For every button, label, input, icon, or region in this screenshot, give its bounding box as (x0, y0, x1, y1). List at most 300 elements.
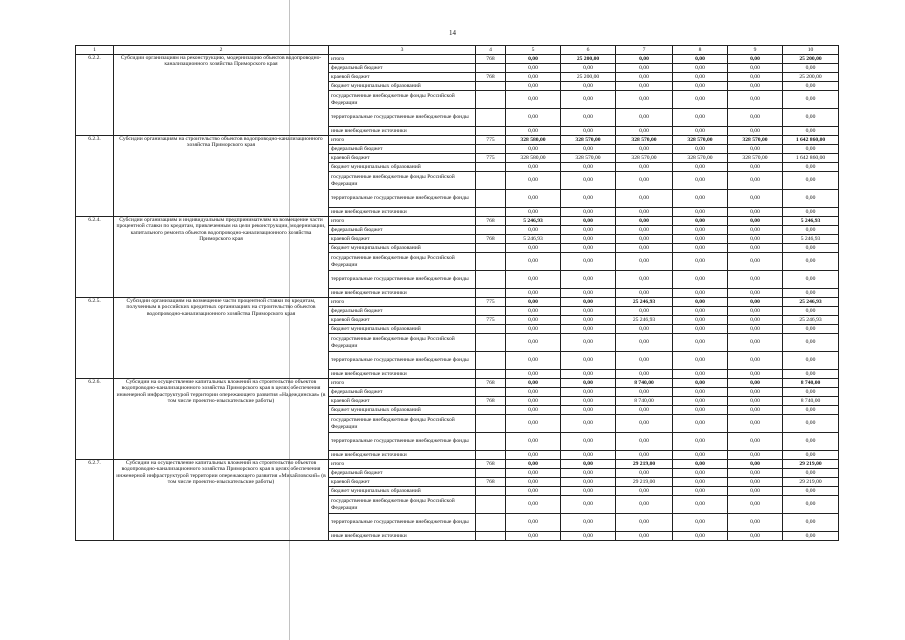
amount-cell: 0,00 (616, 163, 673, 172)
item-code: 6.2.7. (76, 460, 114, 541)
amount-cell: 0,00 (506, 253, 561, 271)
funding-source: краевой бюджет (329, 316, 476, 325)
amount-cell: 328 570,00 (728, 136, 783, 145)
amount-cell: 0,00 (616, 91, 673, 109)
grbs-code (476, 163, 506, 172)
amount-cell: 0,00 (673, 433, 728, 451)
amount-cell: 0,00 (616, 433, 673, 451)
funding-source: государственные внебюджетные фонды Российской Федерации (329, 253, 476, 271)
amount-cell: 0,00 (728, 64, 783, 73)
grbs-code (476, 289, 506, 298)
grbs-code: 768 (476, 217, 506, 226)
amount-cell: 0,00 (783, 469, 839, 478)
amount-cell: 0,00 (783, 370, 839, 379)
funding-source: государственные внебюджетные фонды Российской Федерации (329, 172, 476, 190)
amount-cell: 0,00 (673, 478, 728, 487)
header-cell: 8 (673, 46, 728, 55)
amount-cell: 29 219,00 (783, 478, 839, 487)
header-cell: 2 (114, 46, 329, 55)
amount-cell: 0,00 (506, 163, 561, 172)
grbs-code: 768 (476, 379, 506, 388)
grbs-code (476, 334, 506, 352)
amount-cell: 0,00 (561, 388, 616, 397)
grbs-code (476, 226, 506, 235)
grbs-code (476, 172, 506, 190)
amount-cell: 0,00 (616, 55, 673, 64)
amount-cell: 25 246,93 (616, 316, 673, 325)
amount-cell: 0,00 (783, 352, 839, 370)
funding-source: бюджет муниципальных образований (329, 82, 476, 91)
amount-cell: 0,00 (728, 397, 783, 406)
amount-cell: 0,00 (673, 370, 728, 379)
amount-cell: 0,00 (673, 298, 728, 307)
funding-source: федеральный бюджет (329, 307, 476, 316)
grbs-code (476, 325, 506, 334)
amount-cell: 0,00 (728, 217, 783, 226)
amount-cell: 25 200,00 (783, 55, 839, 64)
amount-cell: 0,00 (673, 82, 728, 91)
page-number: 14 (449, 29, 456, 37)
amount-cell: 8 740,00 (616, 379, 673, 388)
amount-cell: 0,00 (728, 415, 783, 433)
amount-cell: 0,00 (506, 487, 561, 496)
amount-cell: 0,00 (616, 253, 673, 271)
grbs-code (476, 109, 506, 127)
amount-cell: 25 200,00 (561, 55, 616, 64)
amount-cell: 0,00 (783, 487, 839, 496)
amount-cell: 328 570,00 (728, 154, 783, 163)
amount-cell: 0,00 (506, 127, 561, 136)
amount-cell: 0,00 (616, 109, 673, 127)
amount-cell: 0,00 (561, 145, 616, 154)
grbs-code: 768 (476, 235, 506, 244)
amount-cell: 0,00 (673, 415, 728, 433)
amount-cell: 0,00 (783, 451, 839, 460)
amount-cell: 0,00 (783, 64, 839, 73)
amount-cell: 0,00 (506, 451, 561, 460)
amount-cell: 0,00 (783, 226, 839, 235)
amount-cell: 0,00 (673, 190, 728, 208)
item-name: Субсидии на осуществление капитальных вложений на строительство объектов водопроводно-канализационного хозяйства Приморского края в целях обеспечения инженерной инфраструктурой территории опережающего развития «Надеждинская» (в том числе проектно-изыскательские работы) (114, 379, 329, 460)
amount-cell: 0,00 (673, 64, 728, 73)
amount-cell: 0,00 (673, 514, 728, 532)
amount-cell: 328 570,00 (673, 154, 728, 163)
header-cell: 9 (728, 46, 783, 55)
grbs-code: 775 (476, 316, 506, 325)
amount-cell: 0,00 (673, 109, 728, 127)
amount-cell: 0,00 (506, 64, 561, 73)
amount-cell: 0,00 (506, 496, 561, 514)
amount-cell: 0,00 (616, 487, 673, 496)
amount-cell: 0,00 (506, 478, 561, 487)
grbs-code: 768 (476, 478, 506, 487)
funding-source: федеральный бюджет (329, 388, 476, 397)
amount-cell: 0,00 (506, 370, 561, 379)
amount-cell: 0,00 (728, 532, 783, 541)
funding-source: иные внебюджетные источники (329, 208, 476, 217)
amount-cell: 0,00 (506, 73, 561, 82)
amount-cell: 0,00 (561, 217, 616, 226)
amount-cell: 0,00 (616, 532, 673, 541)
header-cell: 10 (783, 46, 839, 55)
item-name: Субсидии на осуществление капитальных вложений на строительство объектов водопроводно-канализационного хозяйства Приморского края в целях обеспечения инженерной инфраструктурой территории опережающего развития «Михайловский» (в том числе проектно-изыскательские работы) (114, 460, 329, 541)
amount-cell: 0,00 (506, 415, 561, 433)
amount-cell: 0,00 (561, 532, 616, 541)
grbs-code: 768 (476, 73, 506, 82)
amount-cell: 0,00 (616, 415, 673, 433)
amount-cell: 0,00 (673, 325, 728, 334)
grbs-code: 768 (476, 460, 506, 469)
amount-cell: 0,00 (561, 109, 616, 127)
amount-cell: 0,00 (616, 451, 673, 460)
amount-cell: 0,00 (673, 388, 728, 397)
amount-cell: 0,00 (673, 235, 728, 244)
amount-cell: 29 219,00 (783, 460, 839, 469)
amount-cell: 0,00 (783, 208, 839, 217)
grbs-code (476, 145, 506, 154)
funding-source: итого (329, 136, 476, 145)
amount-cell: 0,00 (561, 469, 616, 478)
amount-cell: 0,00 (783, 415, 839, 433)
amount-cell: 0,00 (783, 406, 839, 415)
amount-cell: 0,00 (616, 388, 673, 397)
table-row (76, 460, 839, 469)
amount-cell: 0,00 (673, 316, 728, 325)
amount-cell: 328 580,00 (506, 136, 561, 145)
amount-cell: 0,00 (561, 478, 616, 487)
amount-cell: 328 570,00 (616, 136, 673, 145)
amount-cell: 0,00 (783, 334, 839, 352)
amount-cell: 0,00 (616, 235, 673, 244)
funding-source: территориальные государственные внебюджетные фонды (329, 352, 476, 370)
amount-cell: 0,00 (506, 289, 561, 298)
amount-cell: 5 246,93 (783, 235, 839, 244)
amount-cell: 0,00 (561, 298, 616, 307)
amount-cell: 0,00 (673, 208, 728, 217)
amount-cell: 0,00 (783, 127, 839, 136)
amount-cell: 0,00 (561, 82, 616, 91)
amount-cell: 0,00 (506, 307, 561, 316)
funding-source: итого (329, 217, 476, 226)
amount-cell: 0,00 (783, 514, 839, 532)
amount-cell: 0,00 (673, 334, 728, 352)
amount-cell: 0,00 (728, 271, 783, 289)
funding-source: территориальные государственные внебюджетные фонды (329, 109, 476, 127)
amount-cell: 0,00 (728, 91, 783, 109)
amount-cell: 0,00 (561, 271, 616, 289)
amount-cell: 0,00 (506, 334, 561, 352)
item-name: Субсидии организациям на реконструкцию, модернизацию объектов водопроводно-канализационного хозяйства Приморского края (114, 55, 329, 136)
amount-cell: 0,00 (728, 406, 783, 415)
amount-cell: 0,00 (728, 244, 783, 253)
amount-cell: 0,00 (728, 163, 783, 172)
funding-source: федеральный бюджет (329, 469, 476, 478)
funding-source: иные внебюджетные источники (329, 127, 476, 136)
table-row (76, 55, 839, 64)
amount-cell: 0,00 (506, 82, 561, 91)
amount-cell: 0,00 (728, 73, 783, 82)
amount-cell: 0,00 (673, 127, 728, 136)
amount-cell: 0,00 (673, 73, 728, 82)
amount-cell: 328 570,00 (673, 136, 728, 145)
amount-cell: 0,00 (506, 433, 561, 451)
grbs-code (476, 91, 506, 109)
amount-cell: 0,00 (728, 190, 783, 208)
amount-cell: 0,00 (728, 514, 783, 532)
amount-cell: 0,00 (728, 478, 783, 487)
funding-source: территориальные государственные внебюджетные фонды (329, 271, 476, 289)
amount-cell: 328 570,00 (561, 136, 616, 145)
amount-cell: 0,00 (561, 127, 616, 136)
amount-cell: 0,00 (561, 487, 616, 496)
header-cell: 7 (616, 46, 673, 55)
amount-cell: 0,00 (616, 334, 673, 352)
amount-cell: 0,00 (616, 73, 673, 82)
amount-cell: 0,00 (728, 325, 783, 334)
table-row (76, 136, 839, 145)
amount-cell: 328 580,00 (506, 154, 561, 163)
amount-cell: 0,00 (673, 532, 728, 541)
amount-cell: 0,00 (728, 433, 783, 451)
amount-cell: 0,00 (561, 352, 616, 370)
header-row (76, 46, 839, 55)
amount-cell: 0,00 (673, 145, 728, 154)
grbs-code (476, 190, 506, 208)
amount-cell: 0,00 (561, 190, 616, 208)
amount-cell: 0,00 (561, 172, 616, 190)
amount-cell: 0,00 (616, 244, 673, 253)
funding-source: федеральный бюджет (329, 226, 476, 235)
amount-cell: 0,00 (728, 208, 783, 217)
amount-cell: 0,00 (561, 307, 616, 316)
amount-cell: 0,00 (783, 244, 839, 253)
grbs-code (476, 64, 506, 73)
header-cell: 3 (329, 46, 476, 55)
amount-cell: 0,00 (616, 271, 673, 289)
amount-cell: 8 740,00 (616, 397, 673, 406)
table-row (76, 379, 839, 388)
amount-cell: 0,00 (728, 127, 783, 136)
funding-source: иные внебюджетные источники (329, 451, 476, 460)
funding-source: иные внебюджетные источники (329, 370, 476, 379)
amount-cell: 0,00 (783, 433, 839, 451)
amount-cell: 0,00 (673, 271, 728, 289)
amount-cell: 0,00 (616, 172, 673, 190)
funding-source: бюджет муниципальных образований (329, 487, 476, 496)
amount-cell: 0,00 (673, 244, 728, 253)
amount-cell: 0,00 (783, 289, 839, 298)
amount-cell: 0,00 (783, 532, 839, 541)
amount-cell: 0,00 (728, 226, 783, 235)
amount-cell: 0,00 (506, 145, 561, 154)
amount-cell: 0,00 (506, 55, 561, 64)
amount-cell: 0,00 (673, 406, 728, 415)
header-cell: 1 (76, 46, 114, 55)
amount-cell: 0,00 (506, 271, 561, 289)
amount-cell: 0,00 (728, 487, 783, 496)
amount-cell: 0,00 (673, 487, 728, 496)
funding-source: государственные внебюджетные фонды Российской Федерации (329, 91, 476, 109)
grbs-code: 775 (476, 154, 506, 163)
amount-cell: 0,00 (728, 496, 783, 514)
amount-cell: 0,00 (506, 244, 561, 253)
header-cell: 6 (561, 46, 616, 55)
amount-cell: 0,00 (561, 163, 616, 172)
amount-cell: 0,00 (673, 307, 728, 316)
amount-cell: 0,00 (561, 379, 616, 388)
grbs-code (476, 352, 506, 370)
amount-cell: 0,00 (673, 397, 728, 406)
amount-cell: 0,00 (728, 379, 783, 388)
grbs-code (476, 388, 506, 397)
amount-cell: 0,00 (561, 451, 616, 460)
amount-cell: 0,00 (673, 91, 728, 109)
amount-cell: 25 200,00 (783, 73, 839, 82)
amount-cell: 0,00 (561, 460, 616, 469)
amount-cell: 0,00 (673, 379, 728, 388)
amount-cell: 0,00 (616, 514, 673, 532)
amount-cell: 0,00 (616, 307, 673, 316)
grbs-code (476, 451, 506, 460)
amount-cell: 0,00 (561, 289, 616, 298)
amount-cell: 0,00 (561, 397, 616, 406)
funding-source: краевой бюджет (329, 397, 476, 406)
amount-cell: 29 219,00 (616, 460, 673, 469)
amount-cell: 0,00 (616, 289, 673, 298)
table-row (76, 217, 839, 226)
grbs-code (476, 244, 506, 253)
amount-cell: 1 642 860,00 (783, 136, 839, 145)
amount-cell: 0,00 (506, 460, 561, 469)
amount-cell: 0,00 (506, 379, 561, 388)
funding-source: бюджет муниципальных образований (329, 325, 476, 334)
amount-cell: 29 219,00 (616, 478, 673, 487)
funding-source: государственные внебюджетные фонды Российской Федерации (329, 415, 476, 433)
amount-cell: 25 200,00 (561, 73, 616, 82)
item-code: 6.2.5. (76, 298, 114, 379)
amount-cell: 0,00 (728, 388, 783, 397)
grbs-code (476, 127, 506, 136)
amount-cell: 0,00 (506, 325, 561, 334)
amount-cell: 25 246,93 (616, 298, 673, 307)
amount-cell: 0,00 (616, 82, 673, 91)
amount-cell: 0,00 (506, 226, 561, 235)
amount-cell: 0,00 (616, 406, 673, 415)
funding-source: территориальные государственные внебюджетные фонды (329, 433, 476, 451)
amount-cell: 0,00 (783, 91, 839, 109)
item-name: Субсидии организациям и индивидуальным предпринимателям на возмещение части процентной ставки по кредитам, привлеченным на цели реконструкции, модернизации, капитального ремонта объектов водопроводно-канализационного хозяйства Приморского края (114, 217, 329, 298)
amount-cell: 0,00 (616, 325, 673, 334)
amount-cell: 0,00 (506, 91, 561, 109)
amount-cell: 0,00 (616, 226, 673, 235)
amount-cell: 0,00 (783, 190, 839, 208)
amount-cell: 0,00 (728, 460, 783, 469)
item-code: 6.2.4. (76, 217, 114, 298)
funding-source: бюджет муниципальных образований (329, 244, 476, 253)
amount-cell: 0,00 (728, 253, 783, 271)
amount-cell: 0,00 (728, 307, 783, 316)
amount-cell: 0,00 (616, 64, 673, 73)
amount-cell: 0,00 (561, 316, 616, 325)
funding-source: территориальные государственные внебюджетные фонды (329, 190, 476, 208)
amount-cell: 0,00 (561, 235, 616, 244)
amount-cell: 0,00 (673, 226, 728, 235)
amount-cell: 0,00 (561, 514, 616, 532)
amount-cell: 0,00 (673, 460, 728, 469)
amount-cell: 0,00 (728, 469, 783, 478)
grbs-code (476, 532, 506, 541)
amount-cell: 0,00 (783, 307, 839, 316)
amount-cell: 0,00 (783, 109, 839, 127)
funding-source: итого (329, 55, 476, 64)
funding-source: краевой бюджет (329, 235, 476, 244)
amount-cell: 0,00 (673, 253, 728, 271)
funding-source: территориальные государственные внебюджетные фонды (329, 514, 476, 532)
amount-cell: 0,00 (616, 127, 673, 136)
item-code: 6.2.3. (76, 136, 114, 217)
amount-cell: 328 570,00 (616, 154, 673, 163)
amount-cell: 328 570,00 (561, 154, 616, 163)
amount-cell: 0,00 (506, 532, 561, 541)
funding-source: бюджет муниципальных образований (329, 163, 476, 172)
amount-cell: 0,00 (728, 352, 783, 370)
grbs-code (476, 307, 506, 316)
item-code: 6.2.6. (76, 379, 114, 460)
amount-cell: 0,00 (728, 298, 783, 307)
grbs-code (476, 496, 506, 514)
amount-cell: 0,00 (561, 226, 616, 235)
amount-cell: 0,00 (506, 388, 561, 397)
amount-cell: 0,00 (728, 451, 783, 460)
grbs-code (476, 271, 506, 289)
amount-cell: 0,00 (728, 82, 783, 91)
grbs-code (476, 514, 506, 532)
funding-source: итого (329, 298, 476, 307)
amount-cell: 0,00 (673, 469, 728, 478)
amount-cell: 0,00 (783, 388, 839, 397)
grbs-code (476, 415, 506, 433)
amount-cell: 0,00 (728, 334, 783, 352)
amount-cell: 0,00 (506, 109, 561, 127)
amount-cell: 0,00 (728, 145, 783, 154)
amount-cell: 0,00 (506, 397, 561, 406)
funding-source: краевой бюджет (329, 73, 476, 82)
grbs-code (476, 469, 506, 478)
amount-cell: 0,00 (561, 244, 616, 253)
amount-cell: 0,00 (673, 172, 728, 190)
amount-cell: 0,00 (728, 55, 783, 64)
amount-cell: 0,00 (561, 334, 616, 352)
amount-cell: 0,00 (561, 415, 616, 433)
amount-cell: 0,00 (783, 82, 839, 91)
amount-cell: 0,00 (561, 433, 616, 451)
grbs-code (476, 487, 506, 496)
amount-cell: 25 246,93 (783, 298, 839, 307)
amount-cell: 0,00 (616, 496, 673, 514)
header-cell: 5 (506, 46, 561, 55)
funding-source: краевой бюджет (329, 478, 476, 487)
funding-source: иные внебюджетные источники (329, 289, 476, 298)
amount-cell: 25 246,93 (783, 316, 839, 325)
amount-cell: 0,00 (673, 55, 728, 64)
amount-cell: 0,00 (506, 316, 561, 325)
amount-cell: 0,00 (561, 64, 616, 73)
amount-cell: 0,00 (783, 172, 839, 190)
item-name: Субсидии организациям на возмещение части процентной ставки по кредитам, полученным в российских кредитных организациях на строительство объектов водопроводно-канализационного хозяйства Приморского края (114, 298, 329, 379)
amount-cell: 8 740,00 (783, 379, 839, 388)
funding-source: федеральный бюджет (329, 64, 476, 73)
amount-cell: 0,00 (561, 253, 616, 271)
